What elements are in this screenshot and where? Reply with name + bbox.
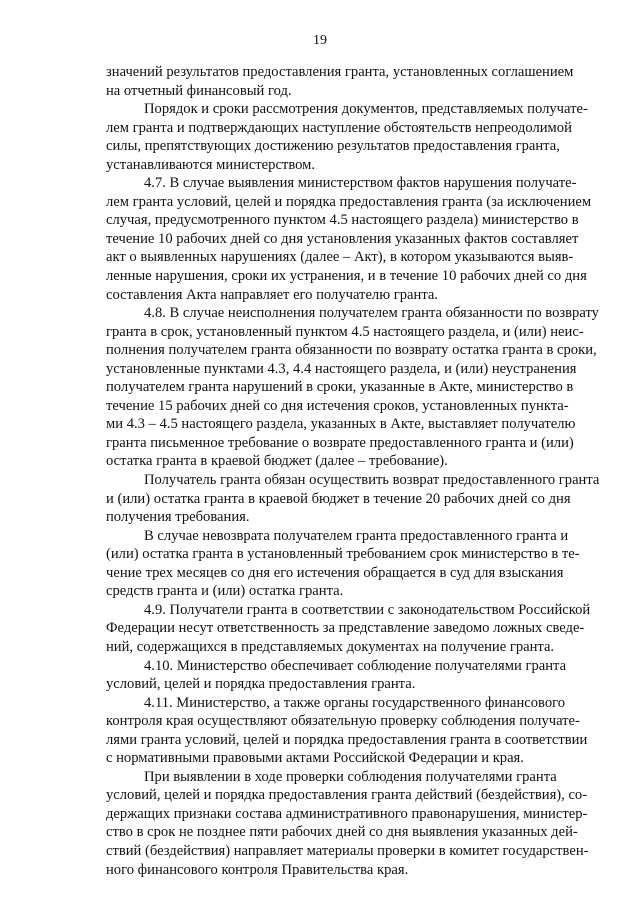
text-line: на отчетный финансовый год. [106, 82, 292, 99]
text-line: лями гранта условий, целей и порядка предоставления гранта в соответствии [106, 731, 588, 748]
paragraph [106, 768, 589, 879]
paragraph [106, 63, 574, 100]
text-line: значений результатов предоставления гранта, установленных соглашением [106, 64, 574, 80]
document-body [106, 63, 600, 879]
paragraph [106, 601, 591, 657]
paragraph [106, 527, 580, 601]
text-line: гранта в срок, установленный пунктом 4.5 настоящего раздела, и (или) неис- [106, 323, 584, 340]
text-line: гранта письменное требование о возврате предоставленного гранта и (или) [106, 434, 574, 451]
text-line: ствий (бездействия) направляет материалы проверки в комитет государствен- [106, 842, 589, 859]
paragraph [106, 304, 599, 471]
paragraph [106, 694, 588, 768]
text-line: акт о выявленных нарушениях (далее – Акт), в котором указываются выяв- [106, 249, 574, 266]
text-line: получения требования. [106, 509, 250, 526]
text-line: с нормативными правовыми актами Российской Федерации и края. [106, 750, 524, 767]
paragraph [106, 657, 567, 694]
text-line: случая, предусмотренного пунктом 4.5 настоящего раздела) министерство в [106, 212, 579, 229]
paragraph [106, 471, 600, 527]
text-line: При выявлении в ходе проверки соблюдения получателями гранта [144, 768, 557, 785]
text-line: лем гранта и подтверждающих наступление обстоятельств непреодолимой [106, 119, 572, 136]
text-line: (или) остатка гранта в установленный требованием срок министерство в те- [106, 546, 580, 563]
text-line: составления Акта направляет его получателю гранта. [106, 286, 439, 303]
text-line: средств гранта и (или) остатка гранта. [106, 583, 344, 600]
page-number: 19 [313, 33, 327, 48]
text-line: полнения получателем гранта обязанности по возврату остатка гранта в сроки, [106, 342, 597, 359]
text-line: и (или) остатка гранта в краевой бюджет в течение 20 рабочих дней со дня [106, 490, 571, 507]
text-line: устанавливаются министерством. [106, 156, 316, 173]
text-line: получателем гранта нарушений в сроки, указанные в Акте, министерство в [106, 379, 574, 396]
text-line: ленные нарушения, сроки их устранения, и в течение 10 рабочих дней со дня [106, 268, 587, 285]
text-line: 4.11. Министерство, а также органы государственного финансового [144, 694, 566, 711]
text-line: установленные пунктами 4.3, 4.4 настоящего раздела, и (или) неустранения [106, 360, 577, 377]
text-line: держащих признаки состава административного правонарушения, министер- [106, 805, 588, 822]
text-line: 4.8. В случае неисполнения получателем гранта обязанности по возврату [144, 305, 599, 322]
text-line: контроля края осуществляют обязательную проверку соблюдения получате- [106, 713, 580, 730]
text-line: ми 4.3 – 4.5 настоящего раздела, указанных в Акте, выставляет получателю [106, 416, 576, 433]
text-line: чение трех месяцев со дня его истечения обращается в суд для взыскания [106, 564, 564, 581]
paragraph [106, 100, 588, 174]
text-line: остатка гранта в краевой бюджет (далее – требование). [106, 453, 448, 470]
paragraph [106, 174, 592, 304]
text-line: 4.7. В случае выявления министерством фактов нарушения получате- [144, 175, 577, 192]
text-line: Получатель гранта обязан осуществить возврат предоставленного гранта [144, 472, 600, 489]
text-line: лем гранта условий, целей и порядка предоставления гранта (за исключением [106, 193, 592, 210]
text-line: ство в срок не позднее пяти рабочих дней со дня выявления указанных дей- [106, 824, 578, 841]
text-line: ний, содержащихся в представляемых документах на получение гранта. [106, 638, 555, 655]
text-line: Федерации несут ответственность за представление заведомо ложных сведе- [106, 620, 585, 637]
text-line: силы, препятствующих достижению результатов предоставления гранта, [106, 138, 560, 155]
text-line: В случае невозврата получателем гранта предоставленного гранта и [144, 527, 569, 544]
text-line: ного финансового контроля Правительства края. [106, 861, 409, 878]
text-line: течение 10 рабочих дней со дня установления указанных фактов составляет [106, 230, 579, 247]
text-line: 4.10. Министерство обеспечивает соблюдение получателями гранта [144, 657, 567, 674]
text-line: течение 15 рабочих дней со дня истечения сроков, установленных пункта- [106, 397, 569, 414]
text-line: 4.9. Получатели гранта в соответствии с законодательством Российской [144, 601, 591, 618]
text-line: условий, целей и порядка предоставления гранта. [106, 676, 416, 693]
text-line: условий, целей и порядка предоставления гранта действий (бездействия), со- [106, 787, 588, 804]
text-line: Порядок и сроки рассмотрения документов, представляемых получате- [144, 101, 588, 118]
